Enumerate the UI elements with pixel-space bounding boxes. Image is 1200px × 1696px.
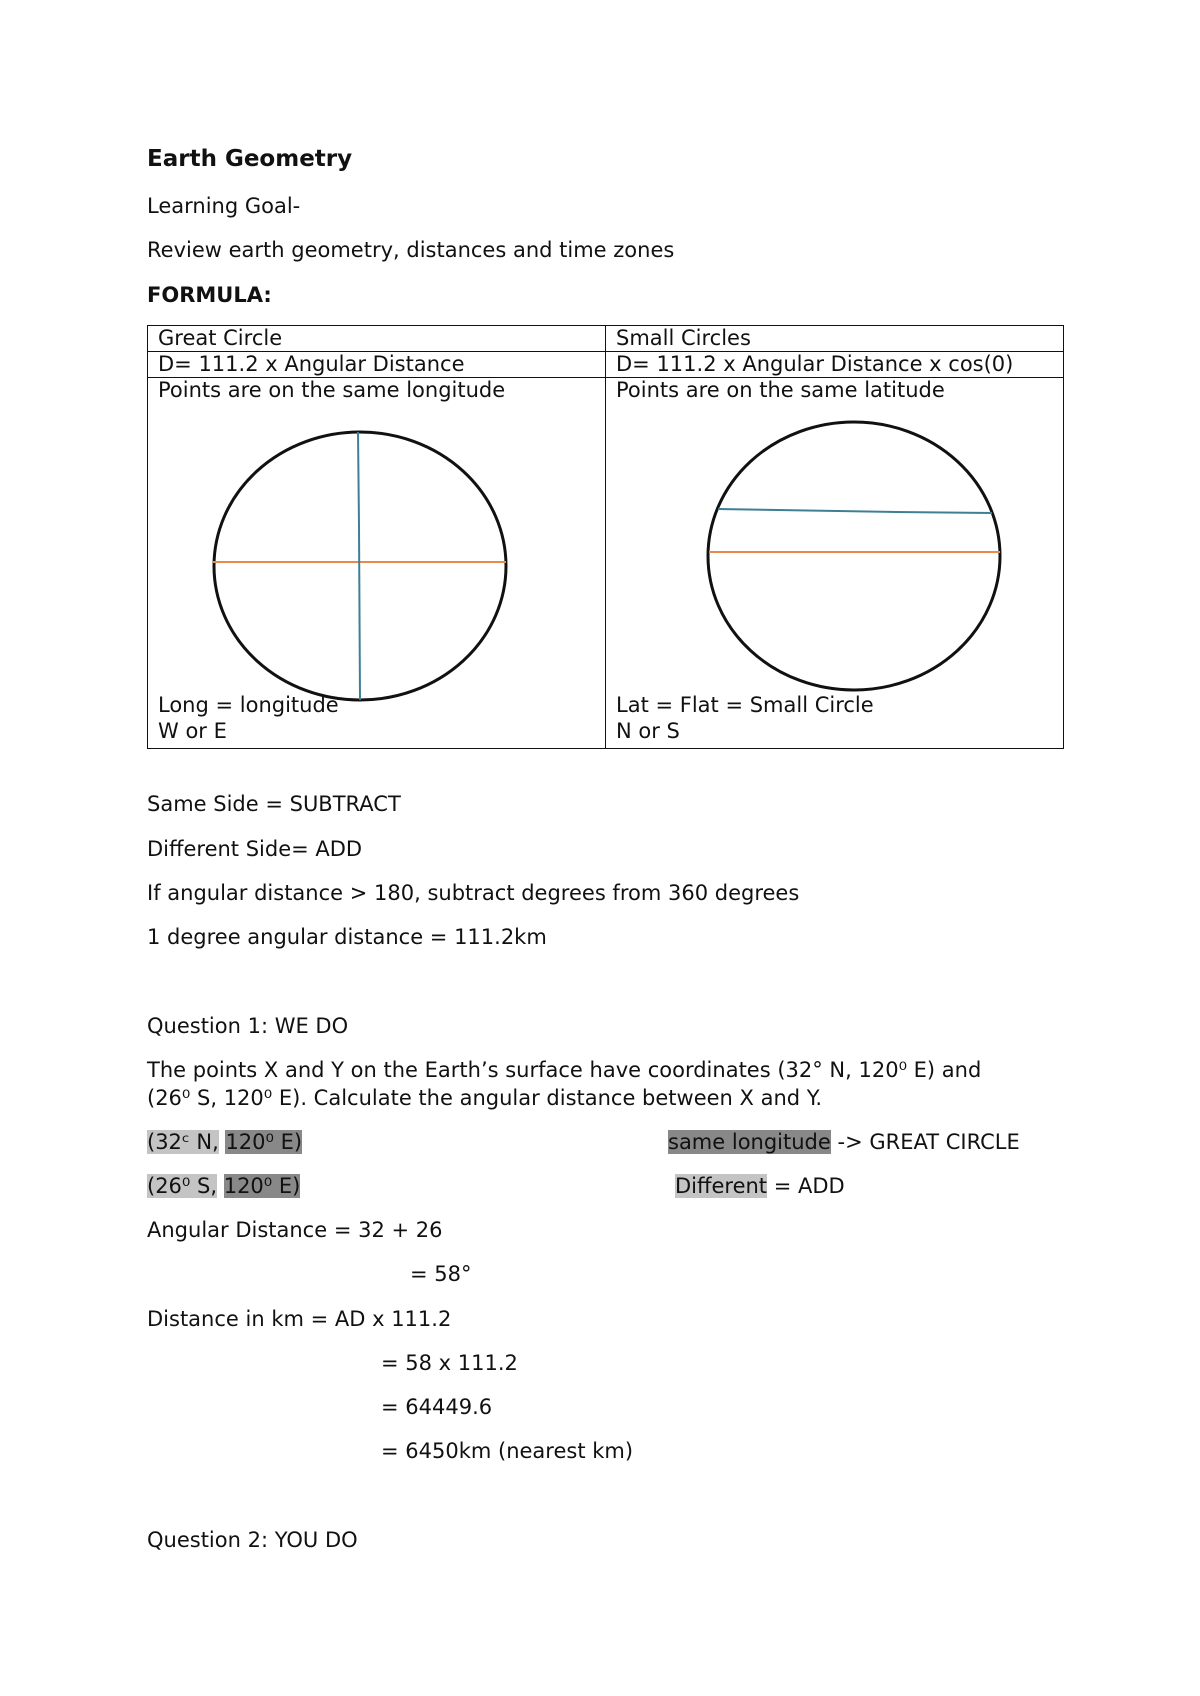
great-circle-formula: D= 111.2 x Angular Distance [148, 352, 606, 378]
note-different-highlight: Different [675, 1174, 768, 1198]
small-circles-diagram-cell [606, 378, 1064, 749]
coordinate-y-longitude: 120⁰ E) [223, 1174, 301, 1198]
great-circle-diagram-cell [148, 378, 606, 749]
learning-goal-label: Learning Goal- [147, 194, 301, 218]
question-1-text-line2: (26⁰ S, 120⁰ E). Calculate the angular distance between X and Y. [147, 1086, 823, 1110]
great-circle-foot-longitude: Long = longitude [158, 693, 339, 717]
small-circles-formula: D= 111.2 x Angular Distance x cos(0) [606, 352, 1064, 378]
small-circles-note: Points are on the same latitude [616, 378, 945, 402]
great-circle-note: Points are on the same longitude [158, 378, 506, 402]
question-1-heading: Question 1: WE DO [147, 1014, 349, 1038]
small-circles-foot-direction: N or S [616, 719, 680, 743]
rule-over-180: If angular distance > 180, subtract degrees from 360 degrees [147, 881, 800, 905]
meridian-line [358, 432, 360, 700]
coordinate-x [147, 1129, 302, 1155]
question-1-text-line1: The points X and Y on the Earth’s surface have coordinates (32° N, 120⁰ E) and [147, 1058, 982, 1082]
page-title: Earth Geometry [147, 146, 353, 172]
rule-one-degree: 1 degree angular distance = 111.2km [147, 925, 547, 949]
globe-outline [708, 422, 1000, 690]
learning-goal-text: Review earth geometry, distances and time zones [147, 238, 675, 262]
distance-km-line: Distance in km = AD x 111.2 [147, 1307, 452, 1331]
small-circles-header: Small Circles [606, 326, 1064, 352]
distance-step-3: = 6450km (nearest km) [381, 1439, 634, 1463]
note-different-rest: = ADD [767, 1174, 845, 1198]
formula-table [147, 325, 1064, 749]
great-circle-footnote [158, 692, 339, 744]
great-circle-foot-direction: W or E [158, 719, 227, 743]
small-circles-foot-latitude: Lat = Flat = Small Circle [616, 693, 874, 717]
distance-step-2: = 64449.6 [381, 1395, 493, 1419]
small-circles-footnote [616, 692, 874, 744]
angular-distance-result: = 58° [410, 1262, 472, 1286]
note-same-longitude [668, 1129, 1020, 1155]
question-2-heading: Question 2: YOU DO [147, 1528, 358, 1552]
rule-same-side: Same Side = SUBTRACT [147, 792, 401, 816]
coordinate-y [147, 1173, 300, 1199]
note-same-longitude-rest: -> GREAT CIRCLE [830, 1130, 1020, 1154]
latitude-line [718, 509, 992, 513]
great-circle-header: Great Circle [148, 326, 606, 352]
distance-step-1: = 58 x 111.2 [381, 1351, 518, 1375]
coordinate-x-latitude: (32ᶜ N, [147, 1130, 219, 1154]
coordinate-x-longitude: 120⁰ E) [225, 1130, 303, 1154]
formula-label: FORMULA: [147, 283, 272, 307]
note-different [675, 1173, 845, 1199]
angular-distance-line: Angular Distance = 32 + 26 [147, 1218, 443, 1242]
note-same-longitude-highlight: same longitude [668, 1130, 831, 1154]
rule-different-side: Different Side= ADD [147, 837, 363, 861]
coordinate-y-latitude: (26⁰ S, [147, 1174, 218, 1198]
